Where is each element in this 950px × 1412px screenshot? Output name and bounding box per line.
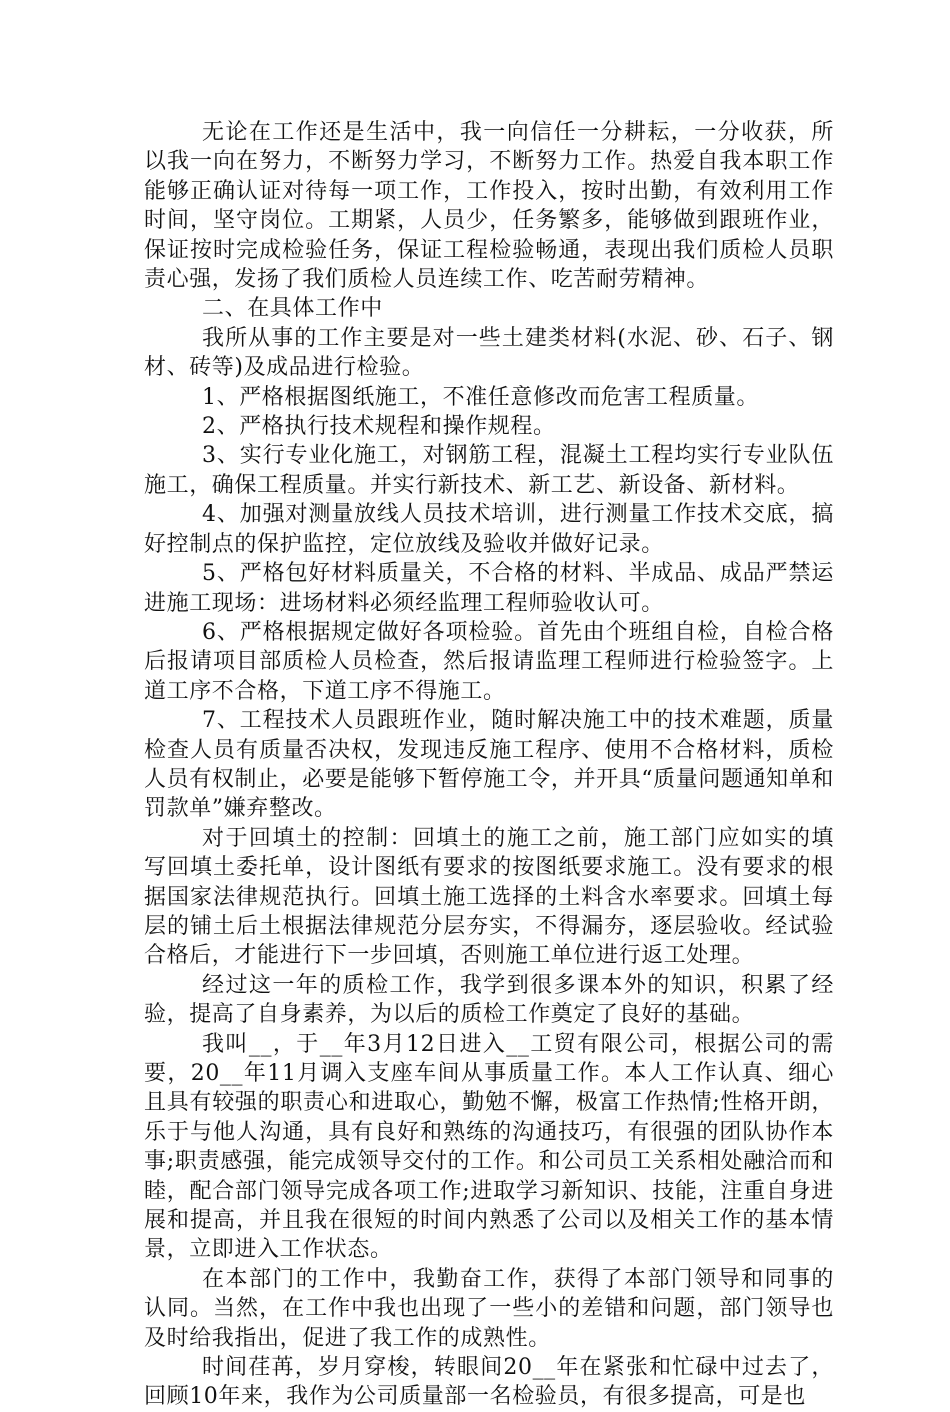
list-item-6: 6、严格根据规定做好各项检验。首先由个班组自检，自检合格后报请项目部质检人员检查，然后报请监理工程师进行检验签字。上道工序不合格，下道工序不得施工。 [144, 619, 834, 704]
list-item-1: 1、严格根据图纸施工，不准任意修改而危害工程质量。 [202, 384, 759, 410]
list-item-3: 3、实行专业化施工，对钢筋工程，混凝土工程均实行专业队伍施工，确保工程质量。并实行新技术、新工艺、新设备、新材料。 [144, 443, 834, 498]
section-heading-specific-work: 二、在具体工作中 [202, 296, 383, 322]
list-item-5: 5、严格包好材料质量关，不合格的材料、半成品、成品严禁运进施工现场：进场材料必须经监理工程师验收认可。 [144, 561, 834, 616]
document-body [144, 118, 834, 1412]
paragraph-review: 时间荏苒，岁月穿梭，转眼间20__年在紧张和忙碌中过去了，回顾10年来，我作为公司质量部一名检验员，有很多提高，可是也 [144, 1355, 834, 1410]
list-item-7: 7、工程技术人员跟班作业，随时解决施工中的技术难题，质量检查人员有质量否决权，发现违反施工程序、使用不合格材料，质检人员有权制止，必要是能够下暂停施工令，并开具“质量问题通知单和罚款单”嫌弃整改。 [144, 708, 834, 822]
paragraph-year-summary: 经过这一年的质检工作，我学到很多课本外的知识，积累了经验，提高了自身素养，为以后的质检工作奠定了良好的基础。 [144, 972, 834, 1028]
paragraph-materials-inspection: 我所从事的工作主要是对一些土建类材料(水泥、砂、石子、钢材、砖等)及成品进行检验。 [144, 325, 834, 381]
paragraph-self-introduction: 我叫__，于__年3月12日进入__工贸有限公司，根据公司的需要，20__年11月调入支座车间从事质量工作。本人工作认真、细心且具有较强的职责心和进取心，勤勉不懈，极富工作热情;性格开朗，乐于与他人沟通，具有良好和熟练的沟通技巧，有很强的团队协作本事;职责感强，能完成领导交付的工作。和公司员工关系相处融洽而和睦，配合部门领导完成各项工作;进取学习新知识、技能，注重自身进展和提高，并且我在很短的时间内熟悉了公司以及相关工作的基本情景，立即进入工作状态。 [144, 1031, 834, 1263]
list-item-4: 4、加强对测量放线人员技术培训，进行测量工作技术交底，搞好控制点的保护监控，定位放线及验收并做好记录。 [144, 502, 834, 557]
paragraph-department-work: 在本部门的工作中，我勤奋工作，获得了本部门领导和同事的认同。当然，在工作中我也出现了一些小的差错和问题，部门领导也及时给我指出，促进了我工作的成熟性。 [144, 1266, 834, 1351]
list-item-2: 2、严格执行技术规程和操作规程。 [202, 414, 556, 440]
paragraph-backfill-control: 对于回填土的控制：回填土的施工之前，施工部门应如实的填写回填土委托单，设计图纸有要求的按图纸要求施工。没有要求的根据国家法律规范执行。回填土施工选择的土料含水率要求。回填土每层的铺土后土根据法律规范分层夯实，不得漏夯，逐层验收。经试验合格后，才能进行下一步回填，否则施工单位进行返工处理。 [144, 825, 834, 969]
paragraph-work-attitude: 无论在工作还是生活中，我一向信任一分耕耘，一分收获，所以我一向在努力，不断努力学习，不断努力工作。热爱自我本职工作能够正确认证对待每一项工作，工作投入，按时出勤，有效利用工作时间，坚守岗位。工期紧，人员少，任务繁多，能够做到跟班作业，保证按时完成检验任务，保证工程检验畅通，表现出我们质检人员职责心强，发扬了我们质检人员连续工作、吃苦耐劳精神。 [144, 120, 834, 293]
